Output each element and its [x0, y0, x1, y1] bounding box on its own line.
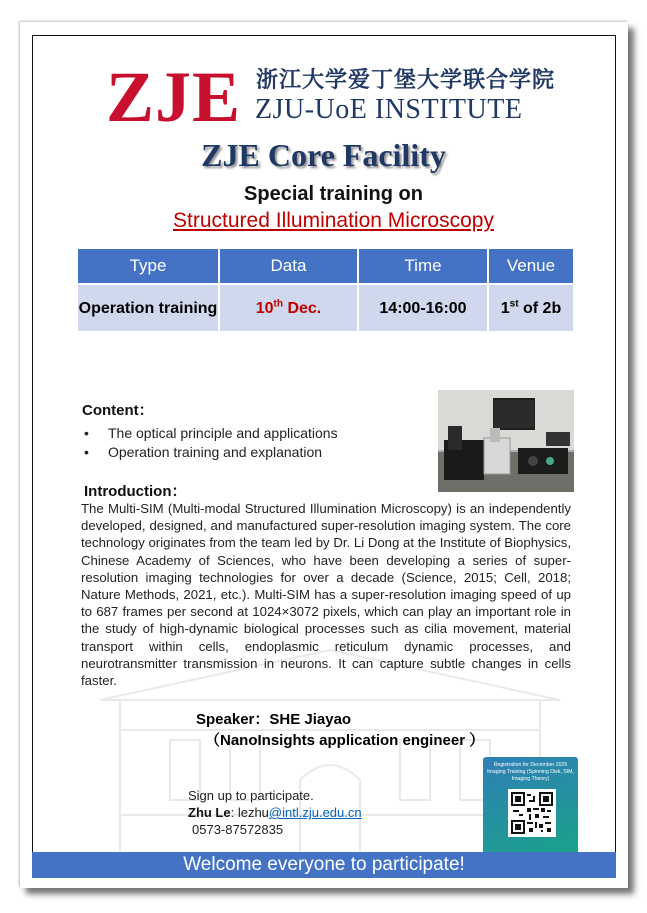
signup-text: Sign up to participate. [188, 788, 314, 803]
microscope-illustration [438, 390, 574, 492]
venue-number: 1 [500, 299, 510, 317]
introduction-body: The Multi-SIM (Multi-modal Structured Illumination Microscopy) is an independently developed, designed, and manufactured super-resolution imaging system. The core technology originates from the team led by Dr. Li Dong at the Institute of Biophysics, Chinese Academy of Sciences, who have been developing a series of super-resolution imaging technologies for over a decade (Science, 2015; Cell, 2018; Nature Methods, 2021, etc.). Multi-SIM has a super-resolution imaging speed of up to 687 frames per second at 1024×3072 pixels, which can play an important role in the study of high-dynamic biological processes such as cilia movement, material transport within cells, endoplasmic reticulum dynamic processes, and neurotransmitter transmission in neurons. It can capture subtle changes in cells faster. [81, 501, 571, 689]
email-link[interactable]: @intl.zju.edu.cn [268, 805, 362, 820]
contact-phone: 0573-87572835 [192, 822, 284, 837]
header-data: Data [219, 248, 358, 284]
content-title: Content： [82, 402, 154, 419]
schedule-row [77, 284, 574, 332]
qr-caption: Registration for December 2025 Imaging Training (Spinning Disk, SIM, Imaging Theory) [487, 762, 574, 782]
introduction-title: Introduction： [84, 483, 187, 500]
schedule-table [76, 247, 575, 333]
microscope-photo [438, 390, 574, 492]
institute-english-name: ZJU-UoE INSTITUTE [255, 94, 523, 125]
list-item: • Operation training and explanation [84, 443, 338, 462]
date-month: Dec. [283, 299, 322, 317]
date-suffix: th [273, 298, 283, 310]
schedule-header-row [77, 248, 574, 284]
zje-logo: ZJE [106, 57, 242, 137]
email-prefix: : lezhu [230, 805, 269, 820]
list-item: • The optical principle and applications [84, 424, 338, 443]
contact-line [188, 804, 362, 821]
institute-chinese-name: 浙江大学爱丁堡大学联合学院 [256, 68, 556, 93]
facility-title: ZJE Core Facility [201, 137, 446, 173]
venue-suffix: st [509, 298, 519, 310]
header-venue: Venue [488, 248, 574, 284]
cell-type: Operation training [77, 284, 219, 332]
header-time: Time [358, 248, 488, 284]
content-list [84, 424, 338, 462]
training-topic: Structured Illumination Microscopy [173, 209, 494, 232]
qr-pattern [511, 792, 553, 834]
cell-date [219, 284, 358, 332]
training-line: Special training on [244, 183, 423, 205]
cell-venue [488, 284, 574, 332]
date-number: 10 [255, 299, 274, 317]
speaker-name: Speaker：SHE Jiayao [196, 711, 352, 728]
cell-time: 14:00-16:00 [358, 284, 488, 332]
qr-registration-card[interactable] [483, 757, 578, 854]
footer-banner: Welcome everyone to participate! [32, 852, 616, 878]
venue-room: of 2b [518, 299, 562, 317]
contact-name: Zhu Le [188, 805, 231, 820]
header-type: Type [77, 248, 219, 284]
qr-code[interactable] [508, 789, 556, 837]
speaker-role: （NanoInsights application engineer ） [205, 732, 485, 749]
